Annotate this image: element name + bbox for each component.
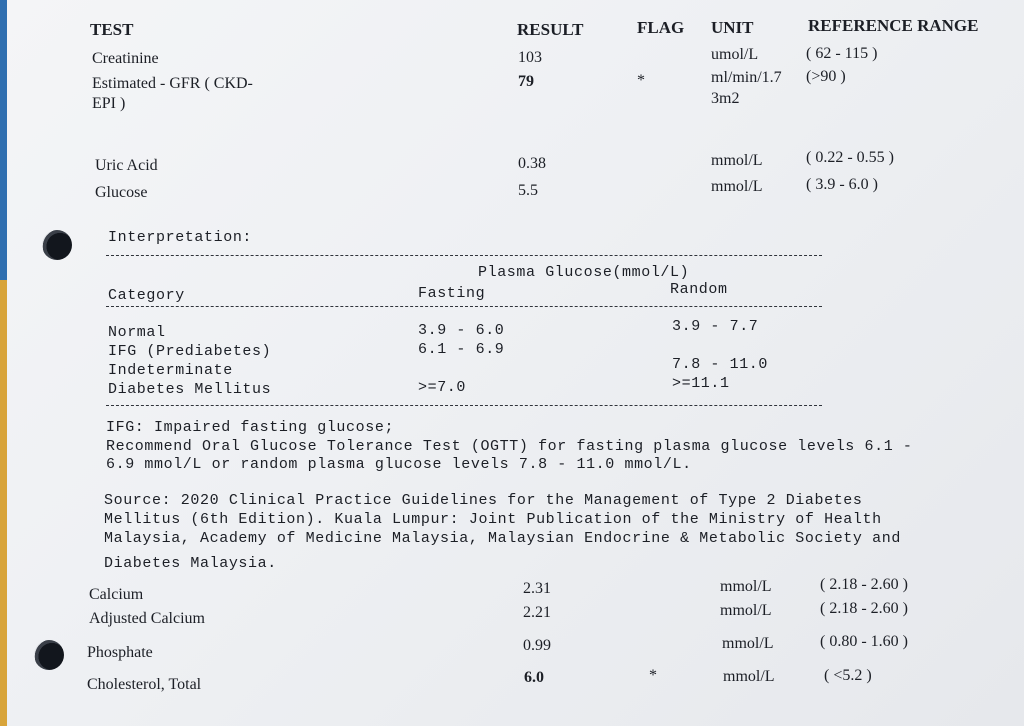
test-result: 79 (518, 73, 534, 90)
test-name: Glucose (95, 184, 148, 201)
binder-edge-blue (0, 0, 7, 280)
source-line: Source: 2020 Clinical Practice Guidelines for the Management of Type 2 Diabetes (104, 492, 863, 509)
header-flag: FLAG (637, 18, 685, 37)
random-range: >=11.1 (672, 375, 730, 392)
source-line: Malaysia, Academy of Medicine Malaysia, Malaysian Endocrine & Metabolic Society and (104, 530, 901, 547)
test-name: Estimated - GFR ( CKD- (92, 75, 253, 92)
source-line: Mellitus (6th Edition). Kuala Lumpur: Joint Publication of the Ministry of Health (104, 511, 882, 528)
test-reference-range: ( 2.18 - 2.60 ) (820, 576, 908, 593)
punch-hole-icon (42, 230, 72, 260)
note-line: Recommend Oral Glucose Tolerance Test (OGTT) for fasting plasma glucose levels 6.1 - (106, 438, 913, 455)
fasting-range: 6.1 - 6.9 (418, 341, 505, 358)
test-unit: umol/L (711, 46, 759, 63)
test-unit-continued: 3m2 (711, 90, 740, 107)
note-line: 6.9 mmol/L or random plasma glucose levels 7.8 - 11.0 mmol/L. (106, 456, 692, 473)
punch-hole-icon (34, 640, 64, 670)
header-reference-range: REFERENCE RANGE (808, 16, 979, 35)
category-label: Indeterminate (108, 362, 233, 379)
test-name: Uric Acid (95, 157, 158, 174)
header-unit: UNIT (711, 18, 754, 37)
column-fasting: Fasting (418, 285, 486, 302)
interpretation-group-header: Plasma Glucose(mmol/L) (478, 264, 690, 281)
column-category: Category (108, 287, 185, 304)
abnormal-flag: * (649, 667, 657, 684)
abnormal-flag: * (637, 72, 645, 89)
test-unit: mmol/L (722, 635, 774, 652)
test-reference-range: ( 62 - 115 ) (806, 45, 878, 62)
source-line: Diabetes Malaysia. (104, 555, 277, 572)
test-name: Phosphate (87, 644, 153, 661)
test-reference-range: ( 0.80 - 1.60 ) (820, 633, 908, 650)
test-unit: mmol/L (720, 578, 772, 595)
test-name-continued: EPI ) (92, 95, 126, 112)
random-range: 3.9 - 7.7 (672, 318, 759, 335)
test-result: 5.5 (518, 182, 538, 199)
test-result: 0.38 (518, 155, 546, 172)
divider (106, 255, 822, 256)
header-test: TEST (90, 20, 134, 39)
test-name: Creatinine (92, 50, 159, 67)
random-range: 7.8 - 11.0 (672, 356, 769, 373)
test-name: Cholesterol, Total (87, 676, 202, 693)
category-label: Diabetes Mellitus (108, 381, 272, 398)
note-line: IFG: Impaired fasting glucose; (106, 419, 395, 436)
fasting-range: 3.9 - 6.0 (418, 322, 505, 339)
test-unit: mmol/L (711, 152, 763, 169)
category-label: IFG (Prediabetes) (108, 343, 272, 360)
test-unit: mmol/L (723, 668, 775, 685)
test-unit: mmol/L (711, 178, 763, 195)
test-result: 2.31 (523, 580, 551, 597)
test-unit: mmol/L (720, 602, 772, 619)
divider (106, 306, 822, 307)
test-unit: ml/min/1.7 (711, 69, 782, 86)
test-reference-range: ( 3.9 - 6.0 ) (806, 176, 878, 193)
test-name: Calcium (89, 586, 144, 603)
category-label: Normal (108, 324, 166, 341)
test-result: 2.21 (523, 604, 551, 621)
column-random: Random (670, 281, 728, 298)
binder-edge-gold (0, 280, 7, 726)
divider (106, 405, 822, 406)
test-result: 6.0 (524, 669, 544, 686)
test-result: 0.99 (523, 637, 551, 654)
interpretation-title: Interpretation: (108, 229, 253, 246)
header-result: RESULT (517, 20, 584, 39)
test-reference-range: (>90 ) (806, 68, 846, 85)
test-reference-range: ( 2.18 - 2.60 ) (820, 600, 908, 617)
fasting-range: >=7.0 (418, 379, 467, 396)
test-reference-range: ( 0.22 - 0.55 ) (806, 149, 894, 166)
test-reference-range: ( <5.2 ) (824, 667, 872, 684)
test-name: Adjusted Calcium (89, 610, 205, 627)
test-result: 103 (518, 49, 542, 66)
